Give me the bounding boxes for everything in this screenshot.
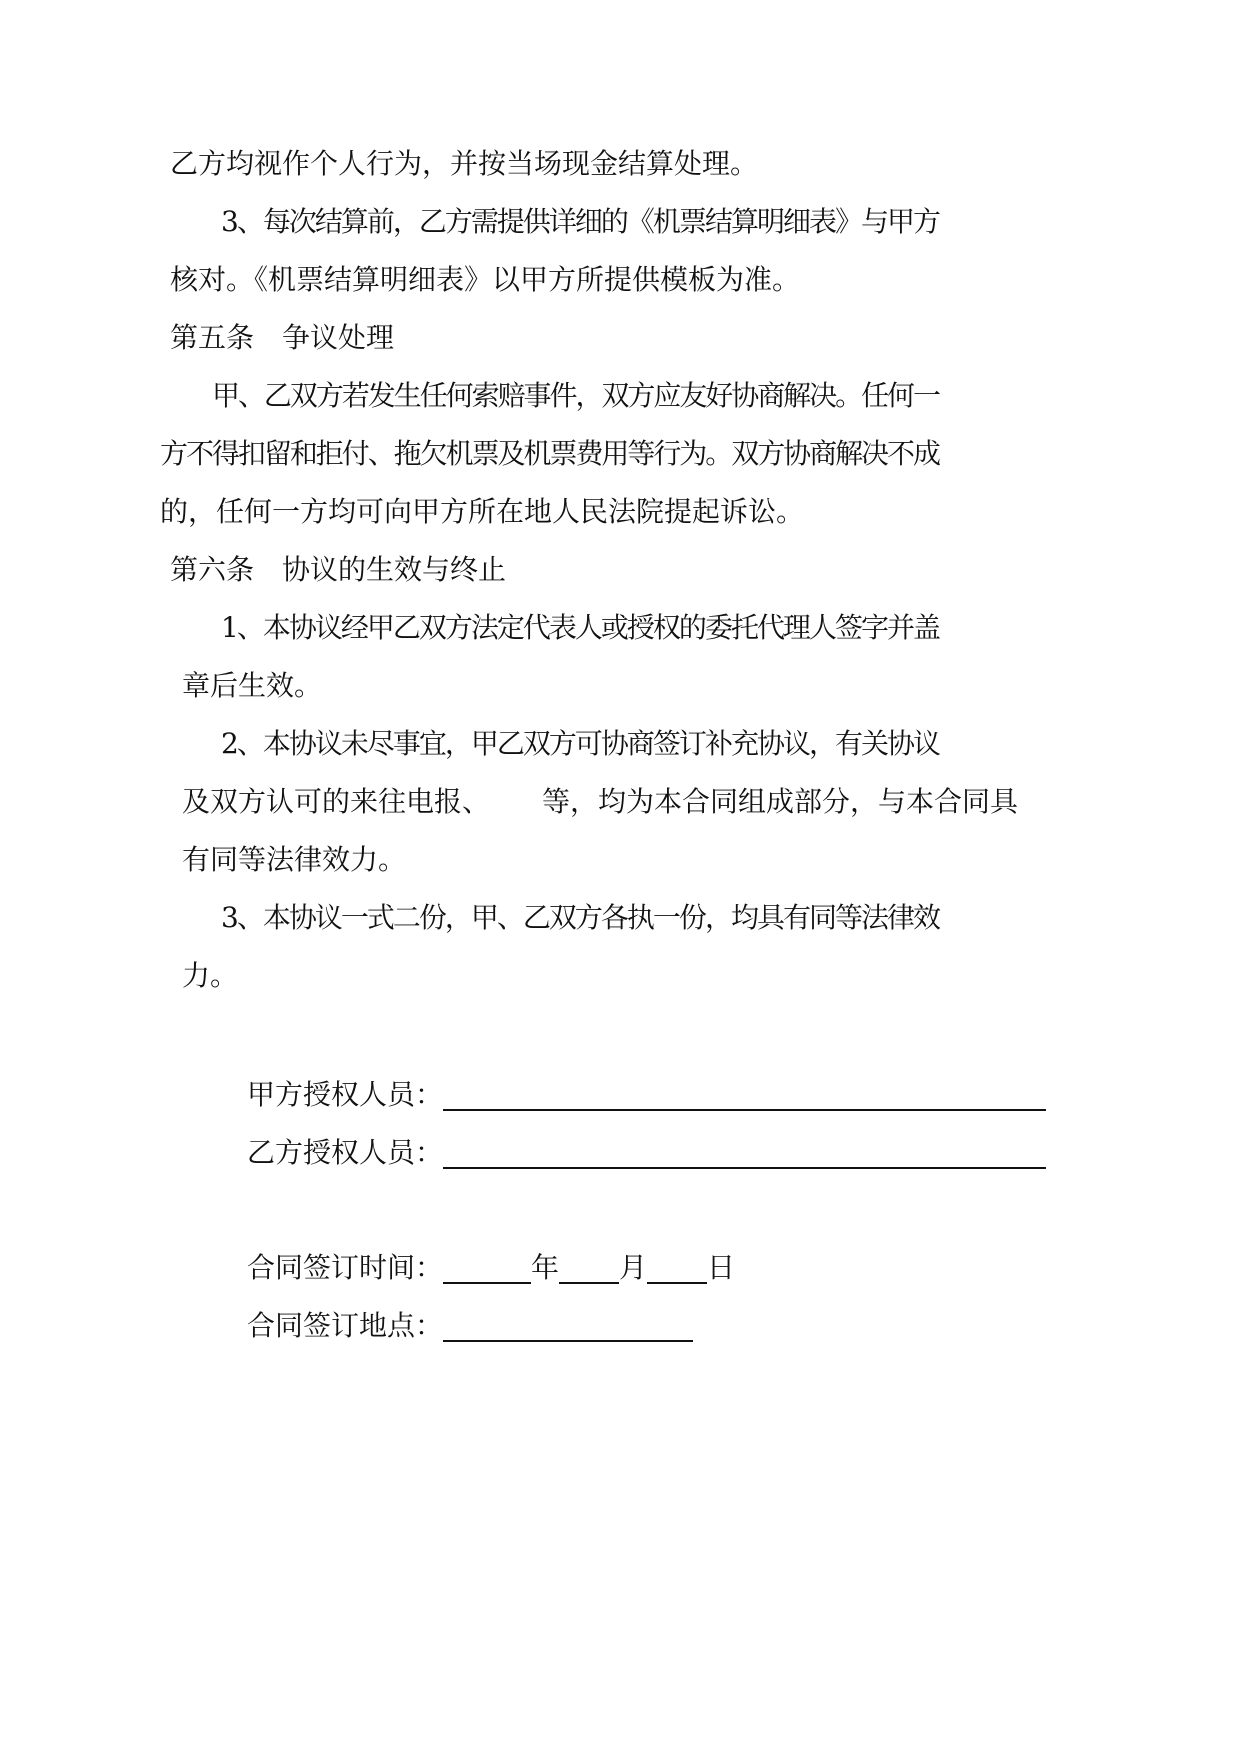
party-a-signature-row (247, 1075, 1046, 1115)
party-b-signature-line (443, 1137, 1046, 1169)
article-title: 争议处理 (282, 321, 395, 354)
paragraph-line: 方不得扣留和拒付、拖欠机票及机票费用等行为。双方协商解决不成 (160, 437, 939, 470)
article-title: 协议的生效与终止 (282, 553, 507, 586)
signing-date-row (247, 1248, 735, 1288)
month-label: 月 (619, 1251, 648, 1284)
year-label: 年 (531, 1251, 560, 1284)
paragraph-line: 1、本协议经甲乙双方法定代表人或授权的委托代理人签字并盖 (221, 611, 939, 644)
year-blank (443, 1252, 531, 1284)
month-blank (559, 1252, 619, 1284)
signing-place-row (247, 1306, 693, 1346)
party-a-label: 甲方授权人员： (247, 1078, 444, 1111)
article-heading (170, 550, 506, 590)
paragraph-line: 乙方均视作个人行为，并按当场现金结算处理。 (170, 147, 759, 180)
paragraph-line: 3、本协议一式二份，甲、乙双方各执一份，均具有同等法律效 (221, 901, 939, 934)
paragraph-line: 的，任何一方均可向甲方所在地人民法院提起诉讼。 (160, 495, 805, 528)
signing-place-line (443, 1310, 693, 1342)
article-number: 第五条 (170, 321, 255, 354)
signing-place-label: 合同签订地点： (247, 1309, 444, 1342)
signing-date-label: 合同签订时间： (247, 1251, 444, 1284)
day-blank (647, 1252, 707, 1284)
paragraph-line: 及双方认可的来往电报、 等，均为本合同组成部分，与本合同具 (182, 785, 1019, 818)
party-b-signature-row (247, 1133, 1046, 1173)
paragraph-line: 2、本协议未尽事宜，甲乙双方可协商签订补充协议，有关协议 (221, 727, 939, 760)
paragraph-line: 章后生效。 (182, 669, 323, 702)
day-label: 日 (707, 1251, 736, 1284)
paragraph-line: 有同等法律效力。 (182, 843, 407, 876)
article-heading (170, 318, 394, 358)
paragraph-line: 核对。《机票结算明细表》以甲方所提供模板为准。 (170, 263, 801, 296)
party-a-signature-line (443, 1079, 1046, 1111)
party-b-label: 乙方授权人员： (247, 1136, 444, 1169)
article-number: 第六条 (170, 553, 255, 586)
paragraph-line: 甲、乙双方若发生任何索赔事件，双方应友好协商解决。任何一 (212, 379, 939, 412)
paragraph-line: 力。 (182, 959, 239, 992)
paragraph-line: 3、每次结算前，乙方需提供详细的《机票结算明细表》与甲方 (221, 205, 939, 238)
